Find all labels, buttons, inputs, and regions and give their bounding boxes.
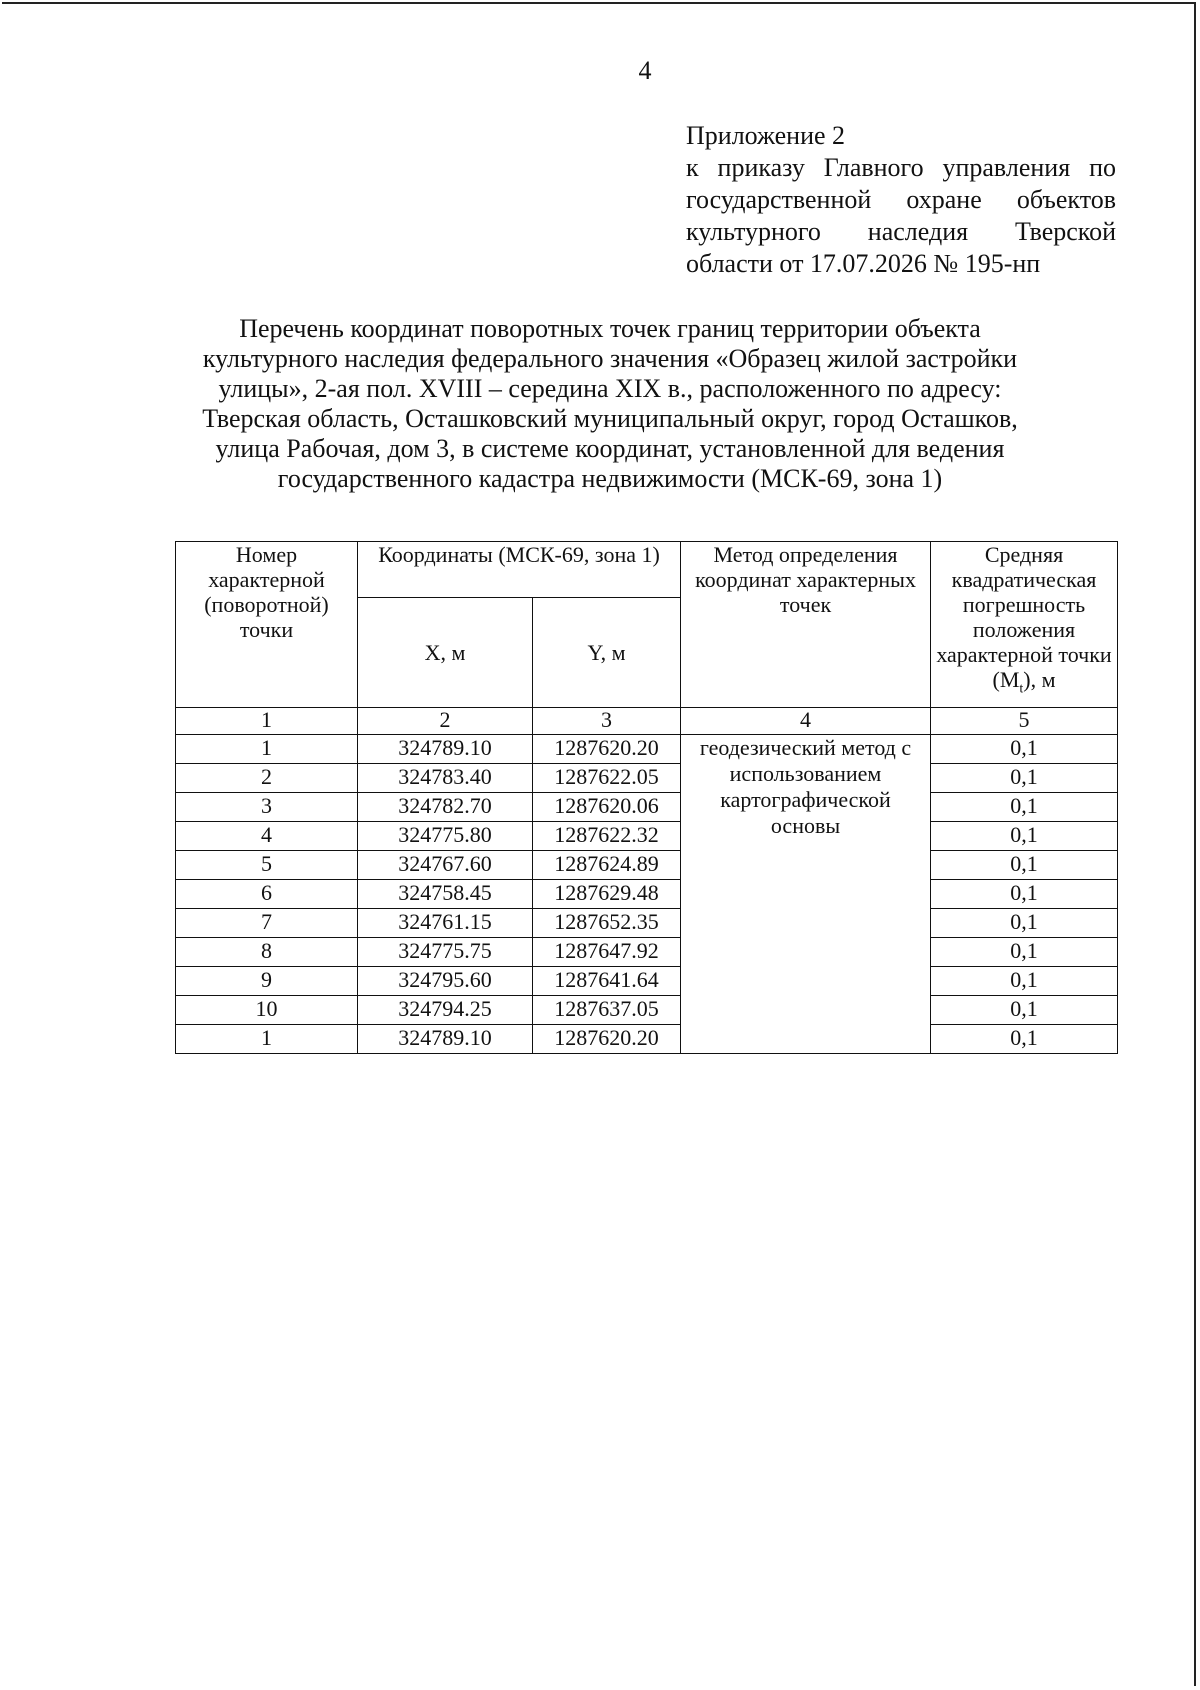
- error-cell: 0,1: [931, 909, 1118, 938]
- table-row: [176, 967, 1118, 996]
- header-error-subscript: t: [1019, 681, 1024, 697]
- point-number-cell: 6: [176, 880, 358, 909]
- x-coordinate-cell: 324761.15: [358, 909, 533, 938]
- y-coordinate-cell: 1287641.64: [533, 967, 681, 996]
- x-coordinate-cell: 324767.60: [358, 851, 533, 880]
- y-coordinate-cell: 1287652.35: [533, 909, 681, 938]
- column-number: 2: [358, 708, 533, 735]
- x-coordinate-cell: 324783.40: [358, 764, 533, 793]
- point-number-cell: 7: [176, 909, 358, 938]
- column-number: 4: [681, 708, 931, 735]
- x-coordinate-cell: 324775.75: [358, 938, 533, 967]
- point-number-cell: 4: [176, 822, 358, 851]
- page-number: 4: [638, 56, 652, 85]
- appendix-block: [686, 120, 1116, 280]
- table-row: [176, 880, 1118, 909]
- heading-line: улица Рабочая, дом 3, в системе координат, установленной для ведения: [215, 434, 1005, 463]
- column-number: 1: [176, 708, 358, 735]
- y-coordinate-cell: 1287620.20: [533, 1025, 681, 1054]
- heading-line: государственного кадастра недвижимости (МСК-69, зона 1): [277, 464, 943, 493]
- column-number-row: [176, 708, 1118, 735]
- header-error-tail: ), м: [1023, 667, 1056, 692]
- point-number-cell: 9: [176, 967, 358, 996]
- y-coordinate-cell: 1287622.32: [533, 822, 681, 851]
- header-point-number: Номер характерной (поворотной) точки: [176, 542, 358, 708]
- header-y: Y, м: [533, 598, 681, 708]
- y-coordinate-cell: 1287647.92: [533, 938, 681, 967]
- table-row: [176, 764, 1118, 793]
- heading-line: культурного наследия федерального значения «Образец жилой застройки: [202, 344, 1018, 373]
- appendix-body: к приказу Главного управления по государственной охране объектов культурного наследия Тверской области от 17.07.2026 № 195-нп: [686, 153, 1116, 278]
- method-cell: геодезический метод с использованием картографической основы: [681, 735, 931, 1054]
- y-coordinate-cell: 1287622.05: [533, 764, 681, 793]
- point-number-cell: 10: [176, 996, 358, 1025]
- table-row: [176, 1025, 1118, 1054]
- point-number-cell: 1: [176, 735, 358, 764]
- error-cell: 0,1: [931, 764, 1118, 793]
- header-method: Метод определения координат характерных точек: [681, 542, 931, 708]
- table-row: [176, 909, 1118, 938]
- table-row: [176, 822, 1118, 851]
- coordinates-table: [175, 541, 1118, 1054]
- header-x: X, м: [358, 598, 533, 708]
- point-number-cell: 3: [176, 793, 358, 822]
- column-number: 5: [931, 708, 1118, 735]
- x-coordinate-cell: 324782.70: [358, 793, 533, 822]
- error-cell: 0,1: [931, 880, 1118, 909]
- y-coordinate-cell: 1287624.89: [533, 851, 681, 880]
- header-coordinates: Координаты (МСК-69, зона 1): [358, 542, 681, 598]
- table-row: [176, 851, 1118, 880]
- x-coordinate-cell: 324789.10: [358, 1025, 533, 1054]
- error-cell: 0,1: [931, 851, 1118, 880]
- document-heading: [150, 314, 1070, 494]
- y-coordinate-cell: 1287637.05: [533, 996, 681, 1025]
- error-cell: 0,1: [931, 735, 1118, 764]
- error-cell: 0,1: [931, 822, 1118, 851]
- point-number-cell: 5: [176, 851, 358, 880]
- error-cell: 0,1: [931, 996, 1118, 1025]
- y-coordinate-cell: 1287620.06: [533, 793, 681, 822]
- x-coordinate-cell: 324789.10: [358, 735, 533, 764]
- point-number-cell: 2: [176, 764, 358, 793]
- x-coordinate-cell: 324794.25: [358, 996, 533, 1025]
- x-coordinate-cell: 324775.80: [358, 822, 533, 851]
- table-row: [176, 996, 1118, 1025]
- error-cell: 0,1: [931, 938, 1118, 967]
- error-cell: 0,1: [931, 793, 1118, 822]
- table-row: [176, 793, 1118, 822]
- header-error: [931, 542, 1118, 708]
- table-row: [176, 735, 1118, 764]
- heading-line: улицы», 2-ая пол. XVIII – середина XIX в., расположенного по адресу:: [218, 374, 1002, 403]
- point-number-cell: 8: [176, 938, 358, 967]
- table-row: [176, 938, 1118, 967]
- appendix-title: Приложение 2: [686, 121, 846, 150]
- point-number-cell: 1: [176, 1025, 358, 1054]
- column-number: 3: [533, 708, 681, 735]
- heading-line: Перечень координат поворотных точек границ территории объекта: [239, 314, 981, 343]
- heading-line: Тверская область, Осташковский муниципальный округ, город Осташков,: [202, 404, 1018, 433]
- y-coordinate-cell: 1287620.20: [533, 735, 681, 764]
- error-cell: 0,1: [931, 1025, 1118, 1054]
- x-coordinate-cell: 324758.45: [358, 880, 533, 909]
- error-cell: 0,1: [931, 967, 1118, 996]
- header-error-text: Средняя квадратическая погрешность положения характерной точки (M: [936, 542, 1112, 692]
- y-coordinate-cell: 1287629.48: [533, 880, 681, 909]
- table-header-row: [176, 542, 1118, 598]
- x-coordinate-cell: 324795.60: [358, 967, 533, 996]
